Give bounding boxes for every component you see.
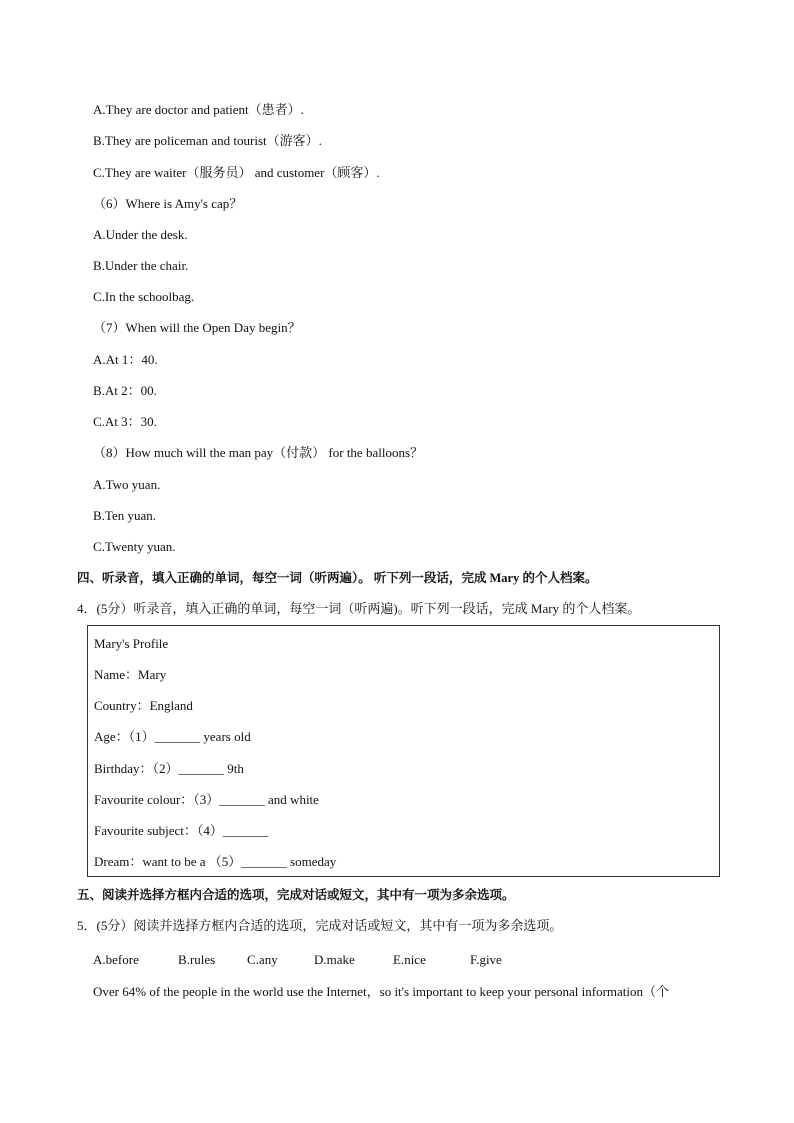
q5-option-c: C.They are waiter（服务员） and customer（顾客）. [93, 165, 380, 180]
question-5-prompt: 5．(5分）阅读并选择方框内合适的选项，完成对话或短文，其中有一项为多余选项。 [77, 918, 563, 933]
q8-option-c: C.Twenty yuan. [93, 539, 176, 554]
word-option-a: A.before [93, 952, 139, 967]
profile-title: Mary's Profile [94, 636, 169, 651]
q6-option-b: B.Under the chair. [93, 258, 189, 273]
profile-birthday: Birthday：（2）_______ 9th [94, 761, 244, 776]
word-option-f: F.give [470, 952, 502, 967]
passage-text: Over 64% of the people in the world use the Internet，so it's important to keep your personal information（个 [93, 984, 670, 999]
profile-name: Name：Mary [94, 667, 167, 682]
q6-option-a: A.Under the desk. [93, 227, 188, 242]
q6-question: （6）Where is Amy's cap？ [93, 196, 243, 211]
q8-question: （8）How much will the man pay（付款） for the balloons？ [93, 445, 424, 460]
q7-question: （7）When will the Open Day begin？ [93, 320, 301, 335]
profile-dream: Dream：want to be a （5）_______ someday [94, 854, 337, 869]
q8-option-b: B.Ten yuan. [93, 508, 156, 523]
q7-option-b: B.At 2：00. [93, 383, 157, 398]
q5-option-b: B.They are policeman and tourist（游客）. [93, 133, 322, 148]
q5-option-a: A.They are doctor and patient（患者）. [93, 102, 304, 117]
profile-box [87, 625, 720, 877]
word-option-c: C.any [247, 952, 278, 967]
q8-option-a: A.Two yuan. [93, 477, 161, 492]
profile-age: Age：（1）_______ years old [94, 729, 251, 744]
word-option-e: E.nice [393, 952, 426, 967]
profile-colour: Favourite colour：（3）_______ and white [94, 792, 319, 807]
word-option-d: D.make [314, 952, 355, 967]
word-options [93, 952, 613, 968]
q7-option-c: C.At 3：30. [93, 414, 157, 429]
word-option-b: B.rules [178, 952, 216, 967]
profile-country: Country：England [94, 698, 193, 713]
section-4-heading: 四、听录音，填入正确的单词，每空一词（听两遍）。 听下列一段话，完成 Mary 的个人档案。 [77, 571, 598, 585]
question-4-prompt: 4．(5分）听录音，填入正确的单词，每空一词（听两遍)。听下列一段话，完成 Mary 的个人档案。 [77, 601, 641, 616]
q6-option-c: C.In the schoolbag. [93, 289, 195, 304]
profile-subject: Favourite subject：（4）_______ [94, 823, 269, 838]
section-5-heading: 五、阅读并选择方框内合适的选项，完成对话或短文，其中有一项为多余选项。 [77, 888, 515, 902]
q7-option-a: A.At 1：40. [93, 352, 158, 367]
